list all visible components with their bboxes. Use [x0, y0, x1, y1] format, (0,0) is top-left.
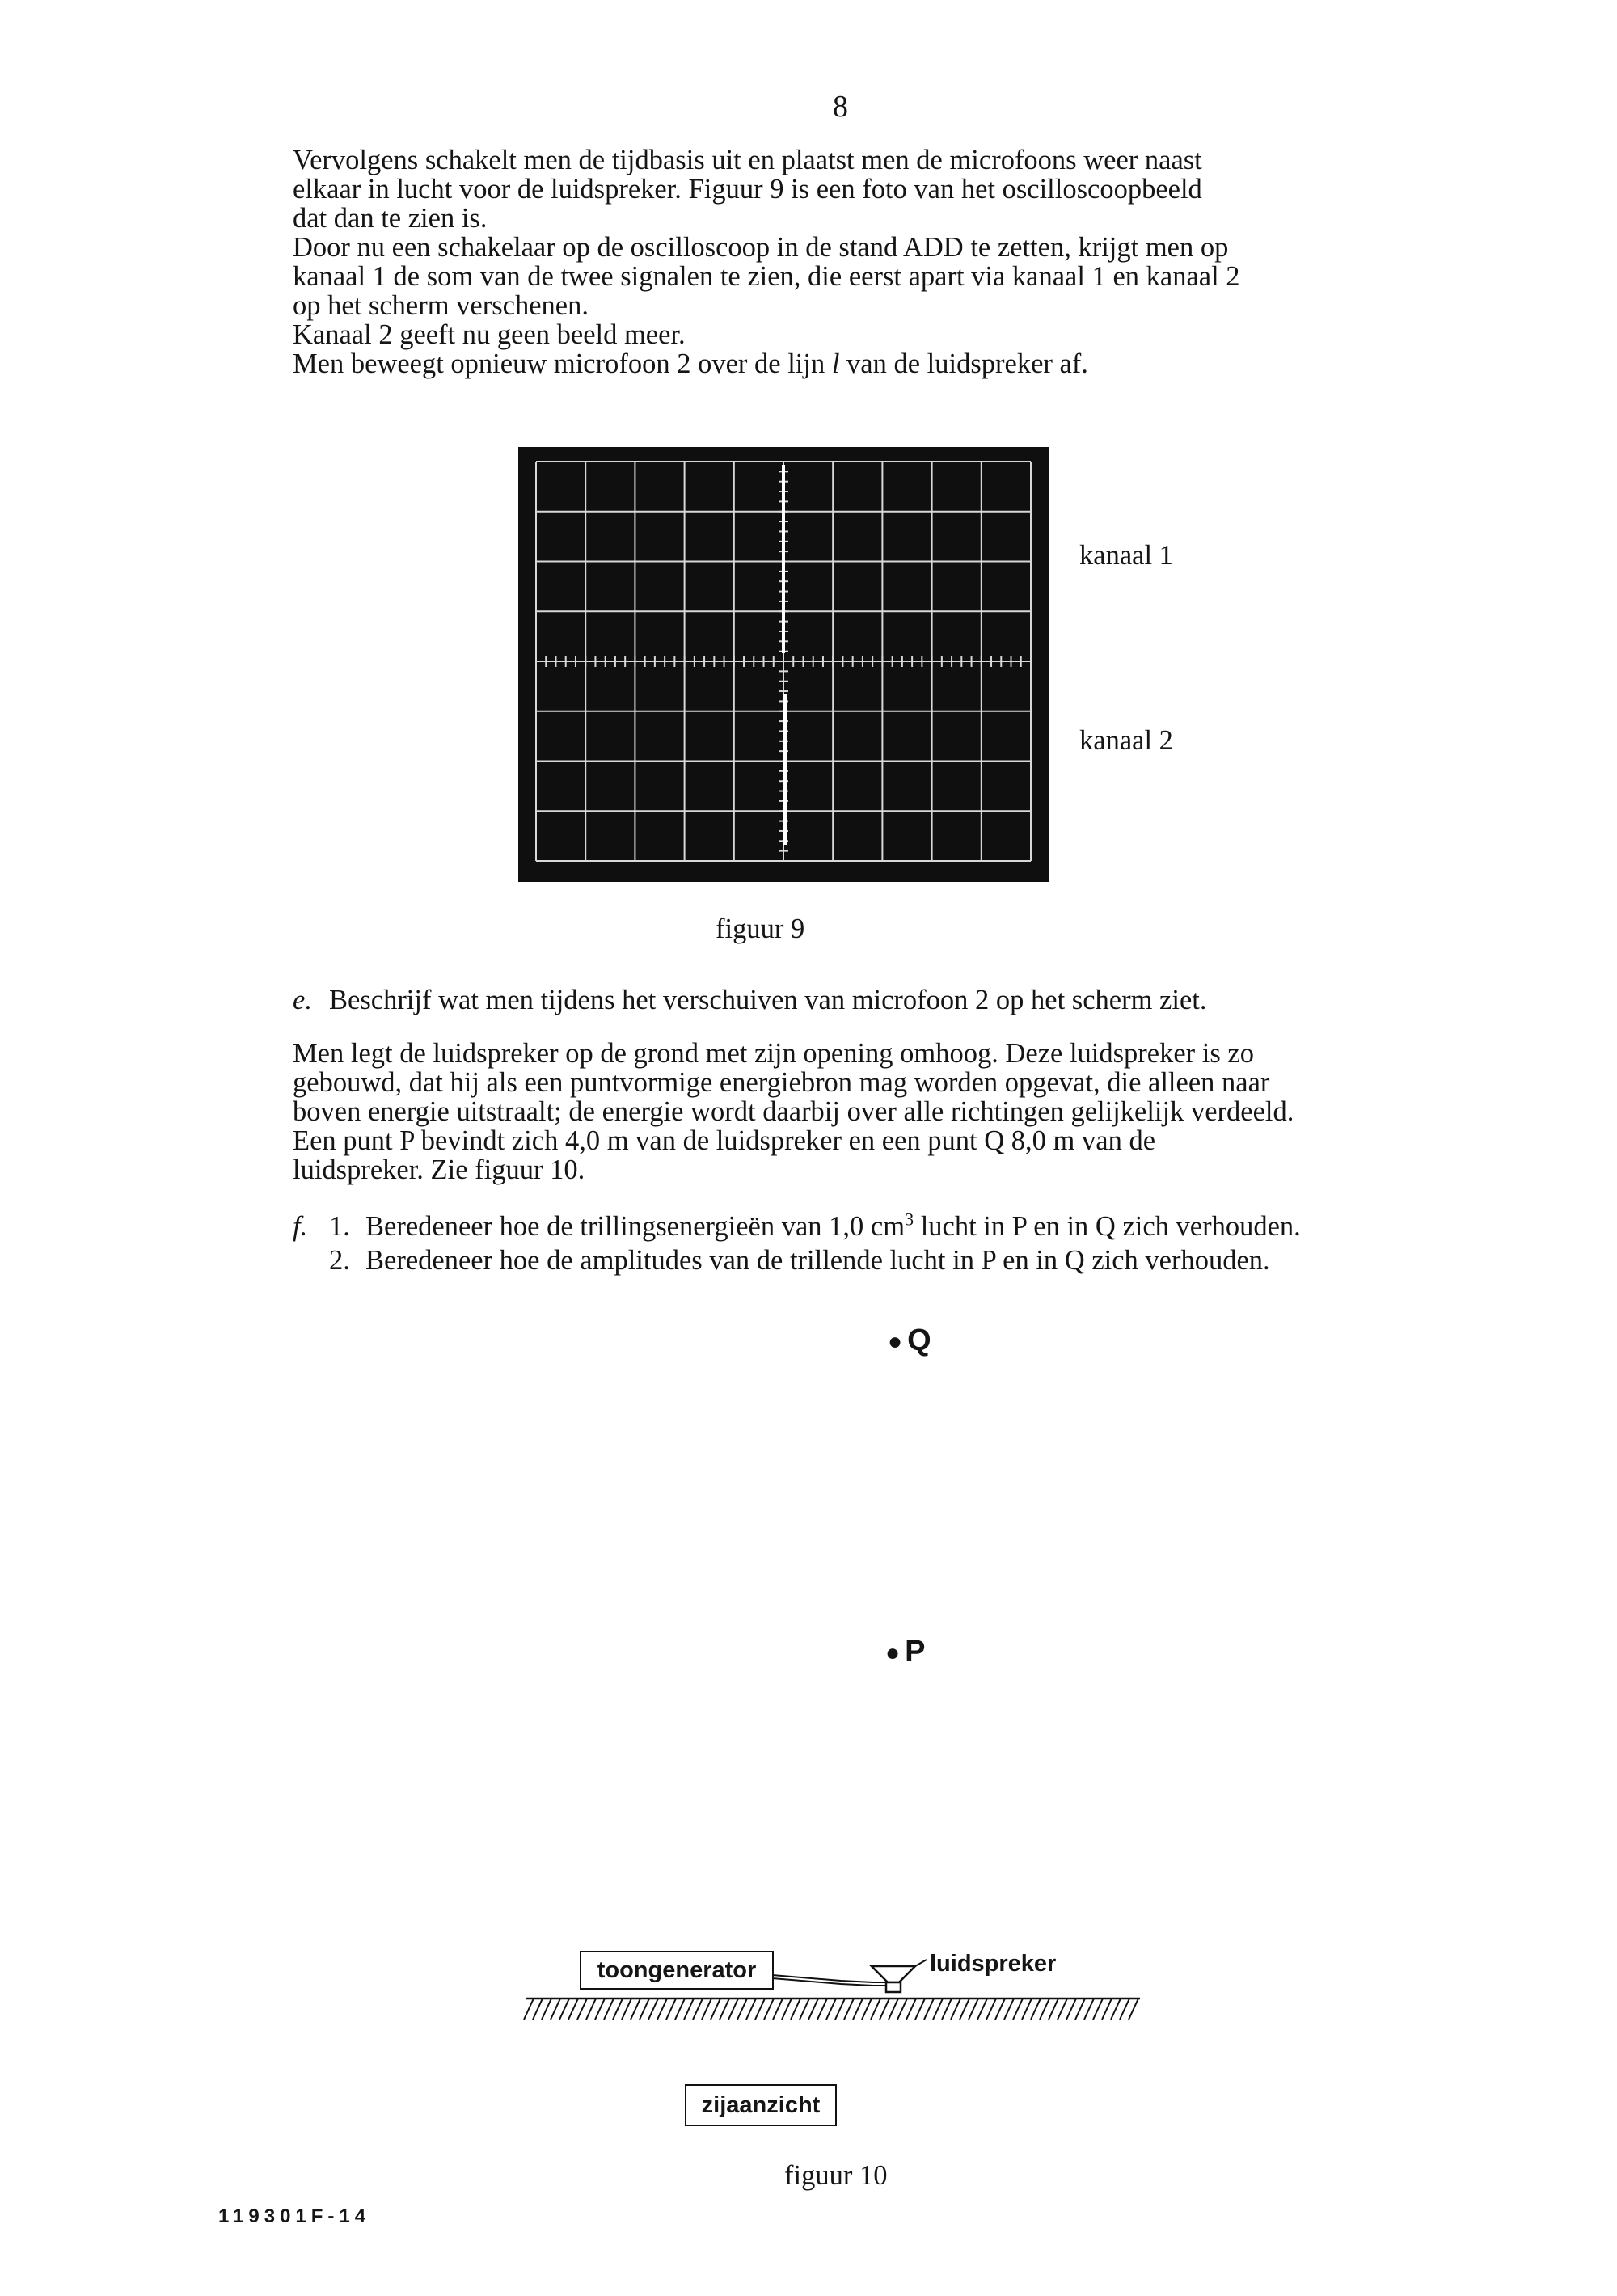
hatch-line	[604, 1998, 614, 2020]
hatch-line	[835, 1998, 845, 2020]
hatch-line	[524, 1998, 534, 2020]
question-f-item-2: 2. Beredeneer hoe de amplitudes van de trillende lucht in P en in Q zich verhouden.	[329, 1245, 1270, 1276]
speaker-line: gebouwd, dat hij als een puntvormige energiebron mag worden opgevat, die alleen naar	[293, 1067, 1270, 1098]
hatch-line	[755, 1998, 765, 2020]
hatch-line	[728, 1998, 738, 2020]
hatch-line	[942, 1998, 952, 2020]
hatch-line	[1075, 1998, 1085, 2020]
hatch-line	[826, 1998, 836, 2020]
hatch-line	[542, 1998, 551, 2020]
hatch-line	[1004, 1998, 1014, 2020]
speaker-line: luidspreker. Zie figuur 10.	[293, 1154, 585, 1185]
hatch-line	[880, 1998, 889, 2020]
hatch-line	[640, 1998, 649, 2020]
hatch-line	[853, 1998, 863, 2020]
intro-line: dat dan te zien is.	[293, 203, 488, 234]
hatch-line	[773, 1998, 783, 2020]
speaker-pointer-line	[915, 1960, 927, 1966]
ground-hatching	[524, 1998, 1138, 2020]
hatch-line	[969, 1998, 978, 2020]
hatch-line	[631, 1998, 640, 2020]
hatch-line	[951, 1998, 960, 2020]
hatch-line	[977, 1998, 987, 2020]
speaker-base-icon	[886, 1982, 901, 1992]
speaker-line: Men legt de luidspreker op de grond met zijn opening omhoog. Deze luidspreker is zo	[293, 1038, 1254, 1069]
oscilloscope-graticule	[518, 447, 1049, 882]
speaker-line: Een punt P bevindt zich 4,0 m van de luidspreker en een punt Q 8,0 m van de	[293, 1125, 1156, 1156]
question-f	[293, 1209, 1301, 1243]
question-e	[293, 985, 1206, 1016]
hatch-line	[613, 1998, 623, 2020]
hatch-line	[764, 1998, 774, 2020]
intro-line: Door nu een schakelaar op de oscilloscoop in de stand ADD te zetten, krijgt men op	[293, 232, 1229, 263]
hatch-line	[693, 1998, 703, 2020]
hatch-line	[1049, 1998, 1058, 2020]
intro-line: elkaar in lucht voor de luidspreker. Figuur 9 is een foto van het oscilloscoopbeeld	[293, 174, 1202, 205]
speaker-icon	[872, 1966, 915, 1982]
speaker-line: boven energie uitstraalt; de energie wordt daarbij over alle richtingen gelijkelijk verdeeld.	[293, 1096, 1294, 1127]
question-f-item-1: 1. Beredeneer hoe de trillingsenergieën van 1,0 $cm^3$ lucht in P en in Q zich verhouden.	[329, 1209, 1301, 1242]
figure-9-caption: figuur 9	[716, 914, 805, 944]
speaker-paragraph	[293, 1039, 1457, 1184]
hatch-line	[897, 1998, 907, 2020]
hatch-line	[889, 1998, 898, 2020]
hatch-line	[1120, 1998, 1129, 2020]
hatch-line	[1102, 1998, 1112, 2020]
hatch-line	[1093, 1998, 1103, 2020]
hatch-line	[648, 1998, 658, 2020]
side-view-box: zijaanzicht	[685, 2084, 837, 2126]
hatch-line	[1031, 1998, 1041, 2020]
intro-line: Vervolgens schakelt men de tijdbasis uit en plaatst men de microfoons weer naast	[293, 145, 1202, 175]
hatch-line	[711, 1998, 720, 2020]
hatch-line	[844, 1998, 854, 2020]
cable-line	[772, 1975, 885, 1982]
tone-generator-box: toongenerator	[580, 1951, 774, 1990]
hatch-line	[906, 1998, 916, 2020]
intro-line: Kanaal 2 geeft nu geen beeld meer.	[293, 319, 686, 350]
hatch-line	[666, 1998, 676, 2020]
question-e-text: Beschrijf wat men tijdens het verschuiven van microfoon 2 op het scherm ziet.	[329, 985, 1207, 1015]
hatch-line	[586, 1998, 596, 2020]
point-p: ● P	[885, 1635, 926, 1669]
hatch-line	[1058, 1998, 1067, 2020]
hatch-line	[791, 1998, 800, 2020]
hatch-line	[622, 1998, 631, 2020]
hatch-line	[657, 1998, 667, 2020]
channel-1-label: kanaal 1	[1079, 540, 1173, 571]
document-code: 119301F-14	[218, 2205, 371, 2227]
hatch-line	[551, 1998, 560, 2020]
hatch-line	[568, 1998, 578, 2020]
hatch-line	[1022, 1998, 1032, 2020]
hatch-line	[862, 1998, 872, 2020]
hatch-line	[1111, 1998, 1121, 2020]
question-e-letter: e.	[293, 985, 312, 1015]
hatch-line	[995, 1998, 1005, 2020]
channel-2-label: kanaal 2	[1079, 725, 1173, 756]
oscilloscope-screen	[518, 447, 1049, 882]
hatch-line	[1013, 1998, 1023, 2020]
point-dot-icon: ●	[885, 1639, 901, 1666]
hatch-line	[960, 1998, 969, 2020]
hatch-line	[1066, 1998, 1076, 2020]
point-q: ● Q	[888, 1323, 931, 1357]
hatch-line	[1084, 1998, 1094, 2020]
hatch-line	[1040, 1998, 1049, 2020]
intro-line-move: Men beweegt opnieuw microfoon 2 over de lijn l van de luidspreker af.	[293, 348, 1088, 379]
intro-line: op het scherm verschenen.	[293, 290, 589, 321]
hatch-line	[933, 1998, 943, 2020]
hatch-line	[817, 1998, 827, 2020]
page-number: 8	[833, 90, 848, 124]
hatch-line	[1129, 1998, 1138, 2020]
hatch-line	[986, 1998, 996, 2020]
speaker-label: luidspreker	[930, 1951, 1057, 1977]
hatch-line	[720, 1998, 729, 2020]
hatch-line	[924, 1998, 934, 2020]
hatch-line	[800, 1998, 809, 2020]
hatch-line	[577, 1998, 587, 2020]
hatch-line	[808, 1998, 818, 2020]
hatch-line	[737, 1998, 747, 2020]
hatch-line	[595, 1998, 605, 2020]
point-dot-icon: ●	[888, 1327, 903, 1355]
hatch-line	[746, 1998, 756, 2020]
intro-line: kanaal 1 de som van de twee signalen te zien, die eerst apart via kanaal 1 en kanaal 2	[293, 261, 1240, 292]
hatch-line	[675, 1998, 685, 2020]
intro-paragraph	[293, 146, 1457, 378]
hatch-line	[559, 1998, 569, 2020]
hatch-line	[702, 1998, 711, 2020]
figure-10-caption: figuur 10	[784, 2160, 888, 2191]
question-f-letter: f.	[293, 1210, 308, 1242]
hatch-line	[782, 1998, 792, 2020]
hatch-line	[533, 1998, 543, 2020]
hatch-line	[684, 1998, 694, 2020]
hatch-line	[871, 1998, 880, 2020]
hatch-line	[915, 1998, 925, 2020]
